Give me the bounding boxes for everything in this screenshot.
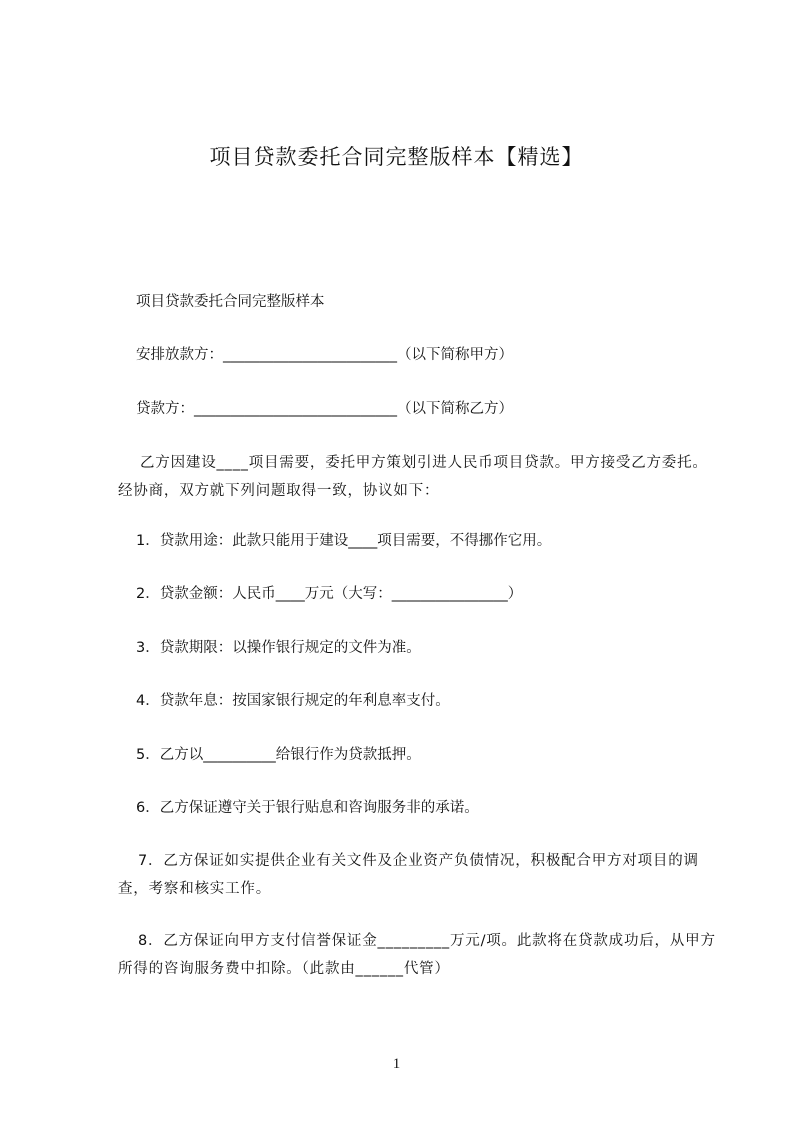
clause-6: 6．乙方保证遵守关于银行贴息和咨询服务非的承诺。 (136, 800, 479, 816)
clause-4: 4．贷款年息：按国家银行规定的年利息率支付。 (136, 693, 450, 709)
clause-2: 2．贷款金额：人民币____万元（大写：________________） (136, 586, 523, 602)
clause-3: 3．贷款期限：以操作银行规定的文件为准。 (136, 640, 421, 656)
lender-line: 安排放款方：________________________（以下简称甲方） (136, 347, 513, 363)
clause-5: 5．乙方以__________给银行作为贷款抵押。 (136, 747, 421, 763)
clause-1: 1．贷款用途：此款只能用于建设____项目需要，不得挪作它用。 (136, 533, 552, 549)
intro-paragraph: 乙方因建设____项目需要，委托甲方策划引进人民币项目贷款。甲方接受乙方委托。经协商，双方就下列问题取得一致，协议如下： (118, 455, 708, 499)
clause-7: 7．乙方保证如实提供企业有关文件及企业资产负债情况，积极配合甲方对项目的调查，考察和核实工作。 (118, 853, 699, 897)
document-title: 项目贷款委托合同完整版样本【精选】 (209, 145, 584, 169)
clause-8: 8．乙方保证向甲方支付信誉保证金_________万元/项。此款将在贷款成功后，从甲方所得的咨询服务费中扣除。（此款由______代管） (118, 933, 716, 977)
document-subtitle: 项目贷款委托合同完整版样本 (136, 294, 325, 310)
borrower-line: 贷款方：____________________________（以下简称乙方） (136, 401, 513, 417)
page-number: 1 (392, 1056, 401, 1072)
